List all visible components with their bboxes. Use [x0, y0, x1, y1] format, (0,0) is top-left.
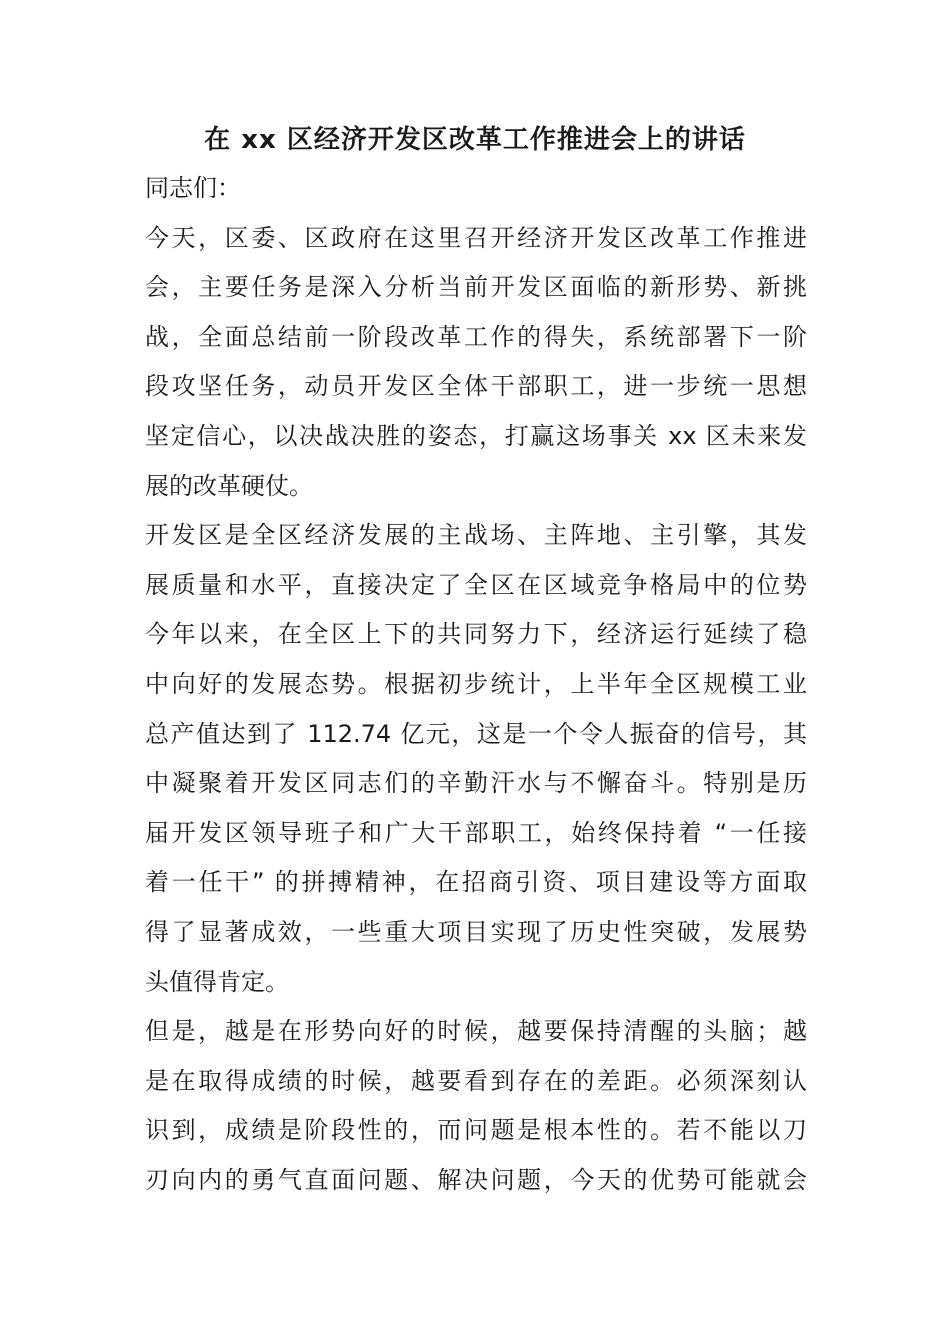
text-line: 会，主要任务是深入分析当前开发区面临的新形势、新挑 — [145, 273, 807, 302]
text-line: 中凝聚着开发区同志们的辛勤汗水与不懈奋斗。特别是历 — [145, 769, 807, 798]
text-line: 段攻坚任务，动员开发区全体干部职工，进一步统一思想 — [145, 372, 807, 401]
text-line: 着一任干” 的拼搏精神，在招商引资、项目建设等方面取 — [145, 868, 807, 897]
text-line: 刃向内的勇气直面问题、解决问题，今天的优势可能就会 — [145, 1165, 807, 1194]
document-title: 在 xx 区经济开发区改革工作推进会上的讲话 — [204, 125, 746, 155]
text-line: 展质量和水平，直接决定了全区在区域竞争格局中的位势 — [145, 570, 807, 599]
text-line: 战，全面总结前一阶段改革工作的得失，系统部署下一阶 — [145, 322, 807, 351]
text-line: 届开发区领导班子和广大干部职工，始终保持着 “一任接 — [145, 818, 807, 847]
text-line: 今年以来，在全区上下的共同努力下，经济运行延续了稳 — [145, 620, 807, 649]
text-line: 识到，成绩是阶段性的，而问题是根本性的。若不能以刀 — [145, 1116, 807, 1145]
text-line: 开发区是全区经济发展的主战场、主阵地、主引擎，其发 — [145, 521, 807, 550]
text-line: 今天，区委、区政府在这里召开经济开发区改革工作推进 — [145, 223, 807, 252]
text-line: 总产值达到了 112.74 亿元，这是一个令人振奋的信号，其 — [145, 719, 807, 748]
text-line: 坚定信心，以决战决胜的姿态，打赢这场事关 xx 区未来发 — [145, 421, 807, 450]
text-line: 得了显著成效，一些重大项目实现了历史性突破，发展势 — [145, 917, 807, 946]
text-line: 展的改革硬仗。 — [145, 471, 313, 500]
document-body — [145, 164, 807, 1205]
salutation-line: 同志们： — [145, 174, 241, 202]
text-line: 但是，越是在形势向好的时候，越要保持清醒的头脑；越 — [145, 1017, 807, 1046]
text-line: 是在取得成绩的时候，越要看到存在的差距。必须深刻认 — [145, 1066, 807, 1095]
text-line: 头值得肯定。 — [145, 967, 289, 996]
text-line: 中向好的发展态势。根据初步统计，上半年全区规模工业 — [145, 669, 807, 698]
